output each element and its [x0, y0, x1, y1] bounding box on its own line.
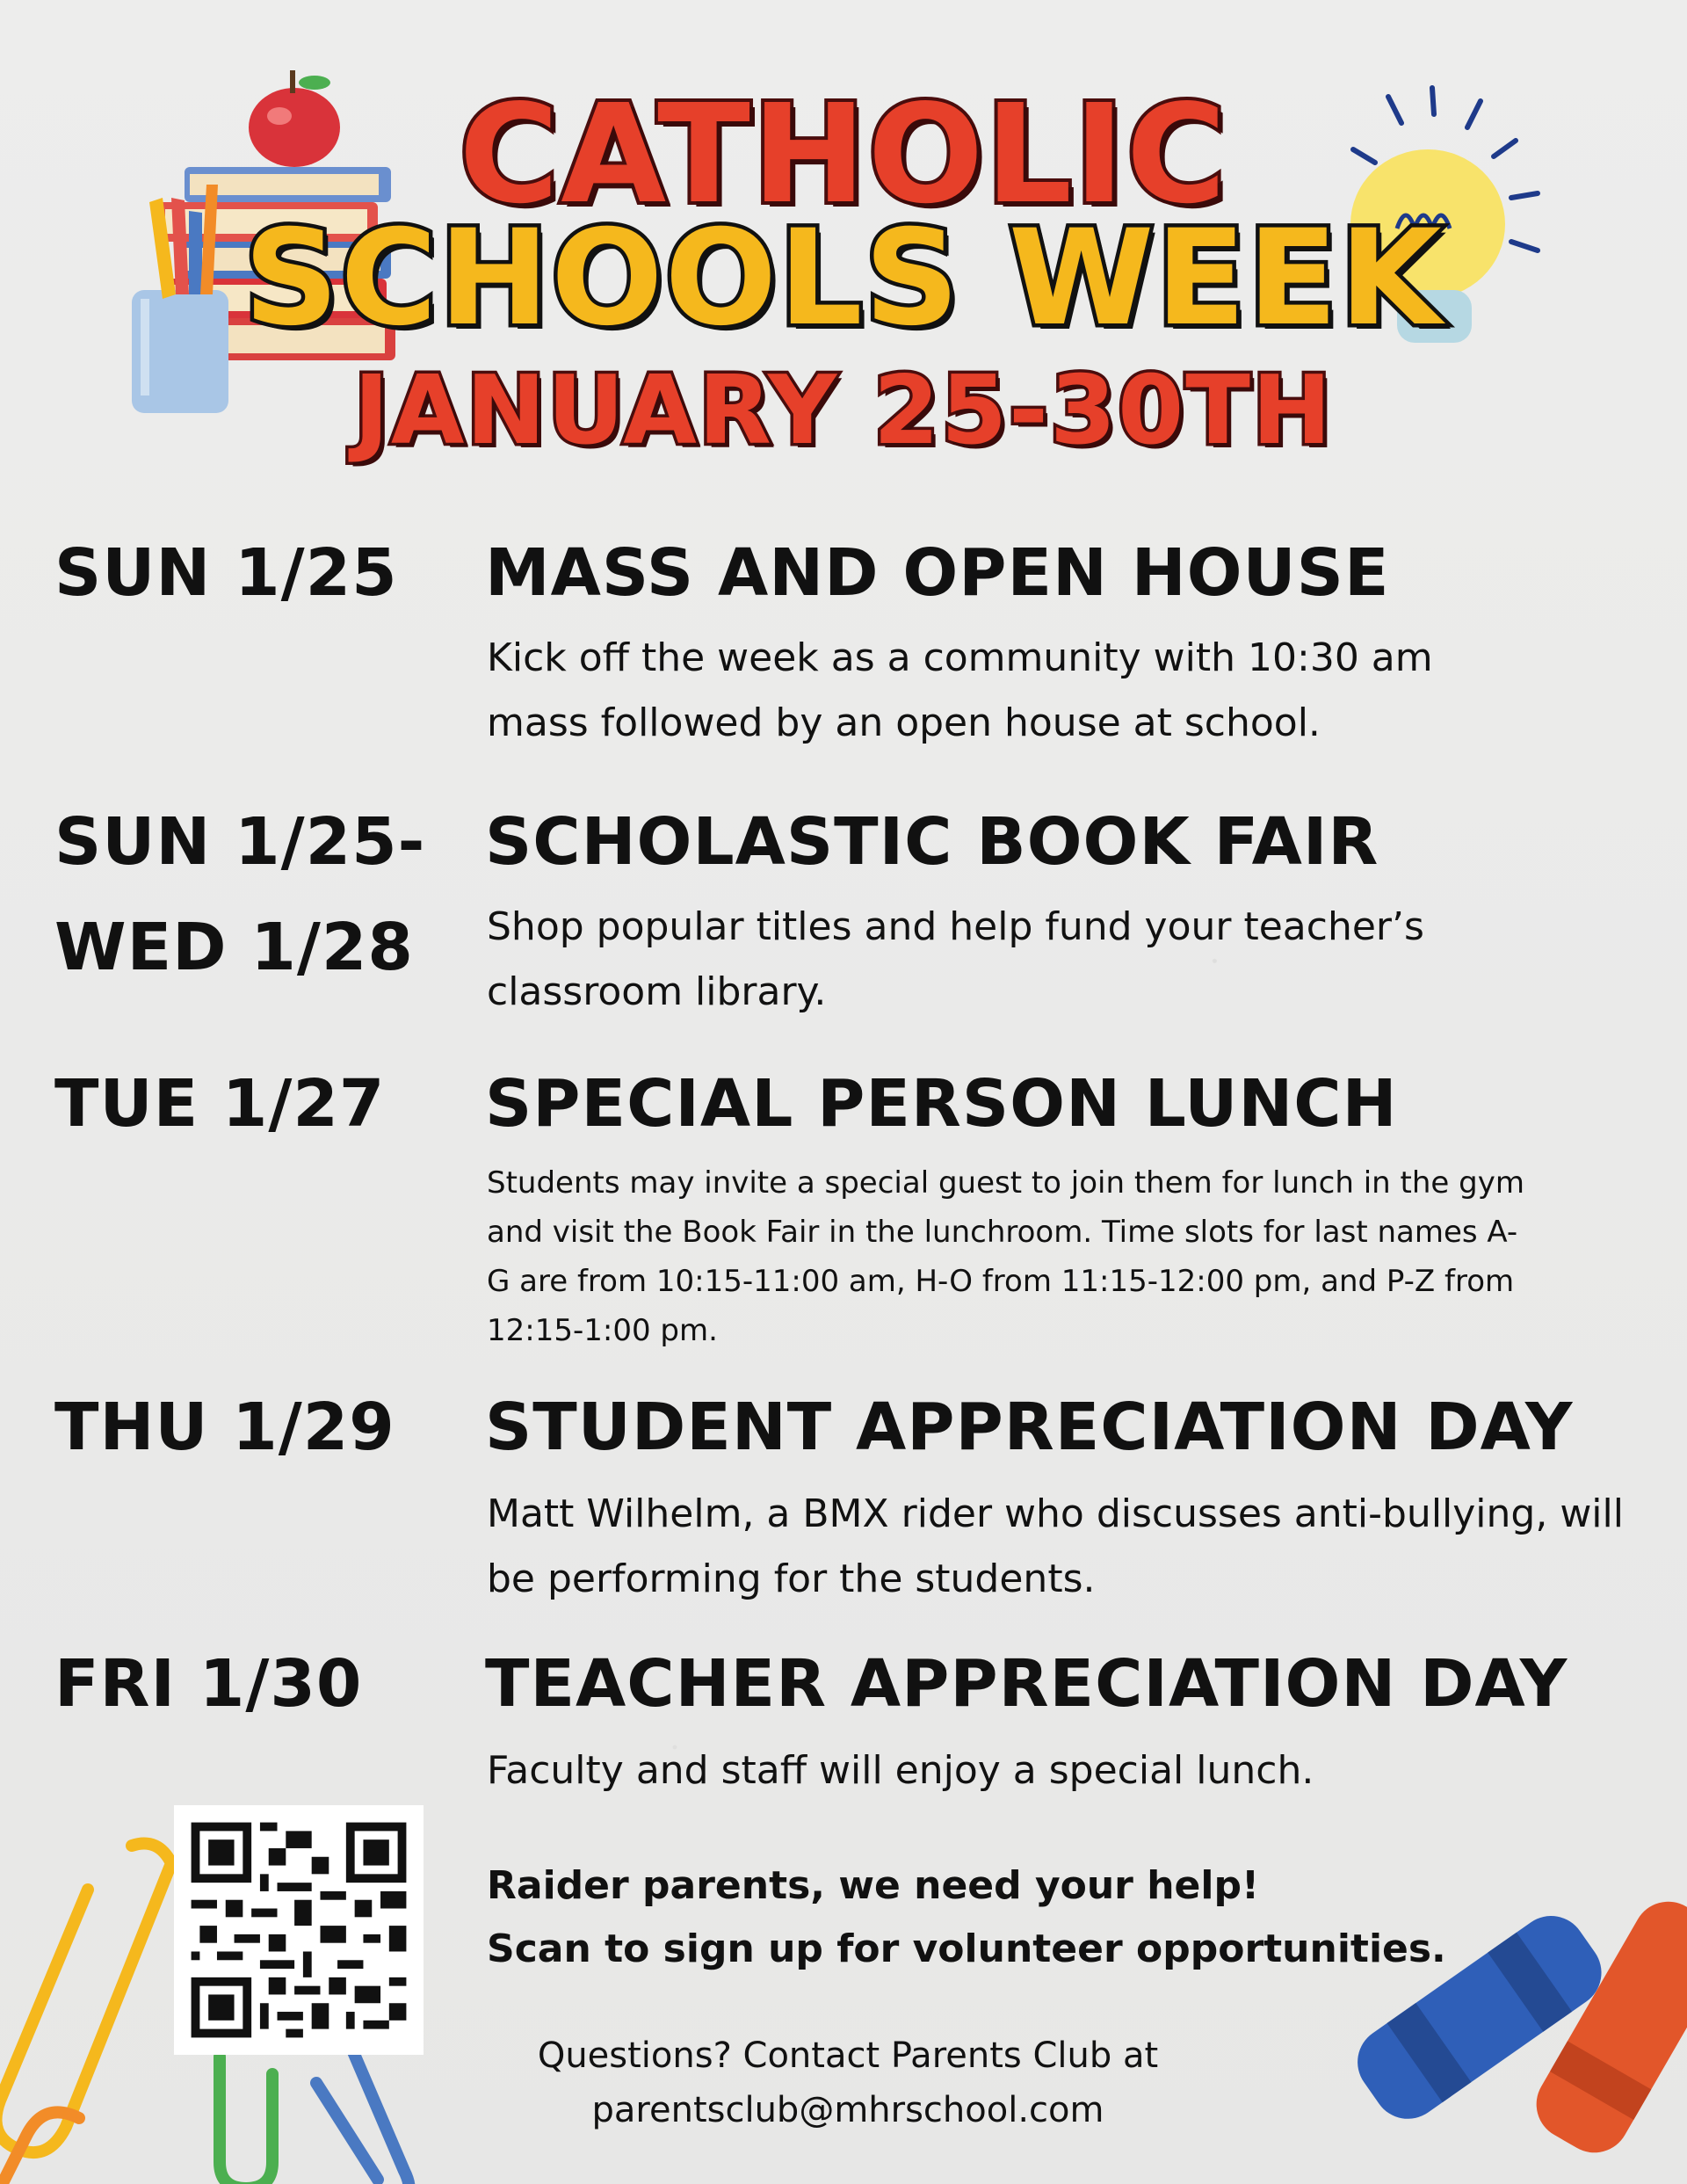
event-date: TUE 1/27: [54, 1066, 386, 1142]
title-line-1: CATHOLIC: [459, 75, 1228, 234]
event-description: Matt Wilhelm, a BMX rider who discusses anti-bullying, will be performing for the students.: [487, 1491, 1624, 1601]
volunteer-line-2: Scan to sign up for volunteer opportunities.: [487, 1926, 1446, 1971]
crayon-icon: [1265, 1863, 1687, 2184]
event-date-end: WED 1/28: [54, 910, 414, 985]
event-title: TEACHER APPRECIATION DAY: [485, 1646, 1568, 1722]
event-date: SUN 1/25-: [54, 804, 426, 880]
volunteer-line-1: Raider parents, we need your help!: [487, 1863, 1260, 1908]
event-date: FRI 1/30: [54, 1646, 363, 1722]
title-dates: JANUARY 25-30TH: [353, 356, 1334, 466]
event-title: STUDENT APPRECIATION DAY: [485, 1389, 1574, 1465]
event-description: Kick off the week as a community with 10:30 am mass followed by an open house at school.: [487, 635, 1433, 745]
event-title: SPECIAL PERSON LUNCH: [485, 1066, 1398, 1142]
event-title: SCHOLASTIC BOOK FAIR: [485, 804, 1379, 880]
event-title: MASS AND OPEN HOUSE: [485, 535, 1390, 611]
event-description: Students may invite a special guest to join them for lunch in the gym and visit the Book Fair in the lunchroom. Time slots for last names A-G are from 10:15-11:00 am, H-O from 11:15-12:00 pm, and P-Z from 12:15-1:00 pm.: [487, 1165, 1524, 1348]
event-description: Faculty and staff will enjoy a special lunch.: [487, 1748, 1314, 1793]
event-date: THU 1/29: [54, 1389, 395, 1465]
contact-email[interactable]: parentsclub@mhrschool.com: [591, 2090, 1104, 2130]
contact-line: Questions? Contact Parents Club at: [537, 2035, 1159, 2076]
event-date: SUN 1/25: [54, 535, 398, 611]
qr-code[interactable]: [174, 1805, 424, 2055]
event-description: Shop popular titles and help fund your teacher’s classroom library.: [487, 904, 1424, 1014]
contact-info: [492, 2028, 1204, 2137]
title-line-2: SCHOOLS WEEK: [243, 202, 1444, 355]
